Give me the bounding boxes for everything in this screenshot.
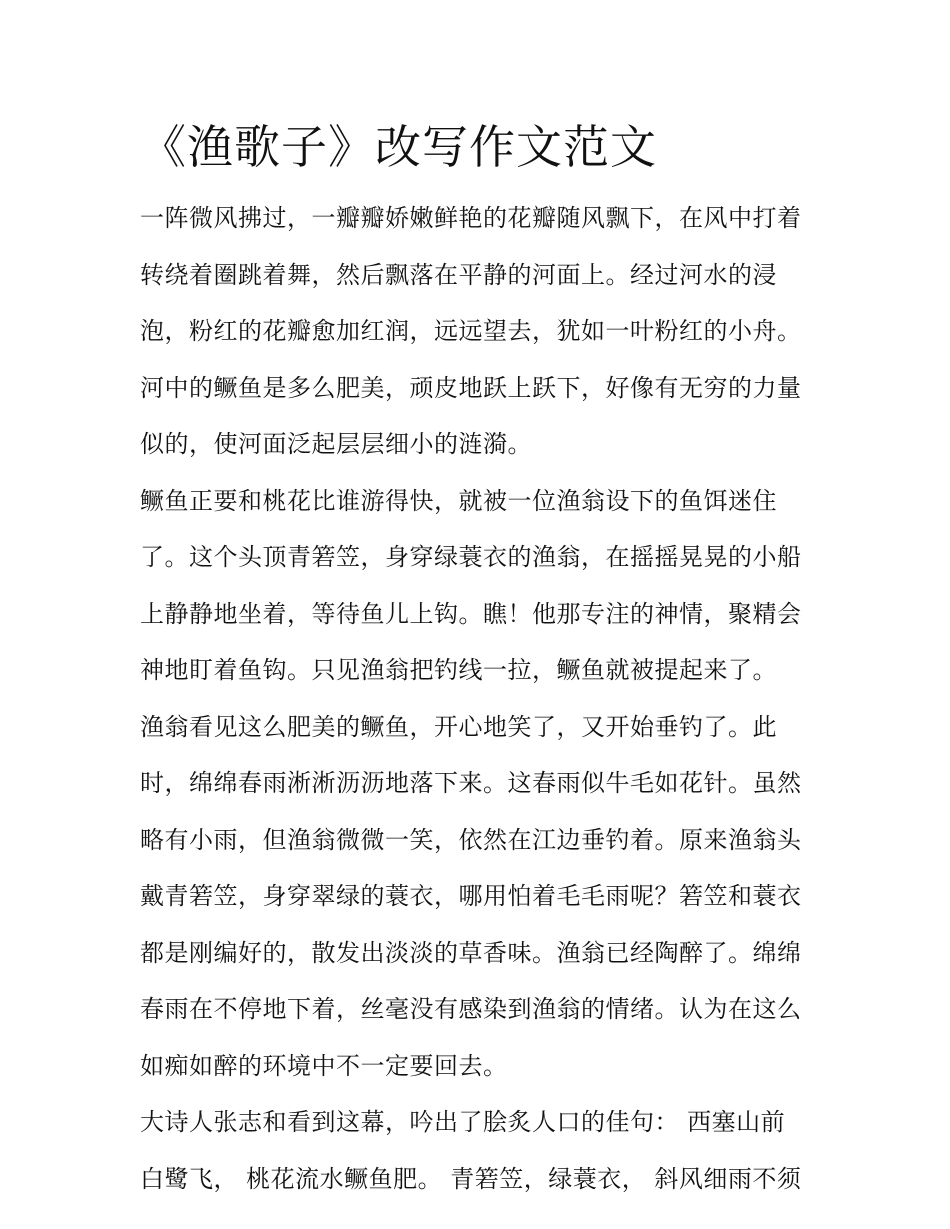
text-line: 似的，使河面泛起层层细小的涟漪。 — [140, 430, 532, 458]
text-line: 戴青箬笠，身穿翠绿的蓑衣，哪用怕着毛毛雨呢？箬笠和蓑衣 — [140, 882, 802, 910]
text-line: 大诗人张志和看到这幕，吟出了脍炙人口的佳句： 西塞山前 — [140, 1108, 786, 1136]
text-line: 都是刚编好的，散发出淡淡的草香味。渔翁已经陶醉了。绵绵 — [140, 938, 802, 967]
text-line: 略有小雨，但渔翁微微一笑，依然在江边垂钓着。原来渔翁头 — [140, 825, 802, 854]
text-line: 上静静地坐着，等待鱼儿上钩。瞧！他那专注的神情，聚精会 — [140, 599, 802, 628]
document-body — [140, 190, 820, 1207]
text-line: 白鹭飞， 桃花流水鳜鱼肥。 青箬笠，绿蓑衣， 斜风细雨不须 — [140, 1164, 802, 1193]
text-line: 鳜鱼正要和桃花比谁游得快，就被一位渔翁设下的鱼饵迷住 — [140, 486, 777, 515]
text-line: 春雨在不停地下着，丝毫没有感染到渔翁的情绪。认为在这么 — [140, 995, 802, 1023]
text-line: 一阵微风拂过，一瓣瓣娇嫩鲜艳的花瓣随风飘下，在风中打着 — [140, 204, 802, 232]
text-line: 如痴如醉的环境中不一定要回去。 — [140, 1051, 508, 1080]
text-line: 神地盯着鱼钩。只见渔翁把钓线一拉，鳜鱼就被提起来了。 — [140, 656, 777, 684]
document-title: 《渔歌子》改写作文范文 — [140, 120, 657, 174]
text-line: 时，绵绵春雨淅淅沥沥地落下来。这春雨似牛毛如花针。虽然 — [140, 769, 802, 797]
text-line: 转绕着圈跳着舞，然后飘落在平静的河面上。经过河水的浸 — [140, 260, 777, 289]
text-line: 泡，粉红的花瓣愈加红润，远远望去，犹如一叶粉红的小舟。 — [140, 317, 802, 345]
text-line: 了。这个头顶青箬笠，身穿绿蓑衣的渔翁，在摇摇晃晃的小船 — [140, 543, 802, 571]
text-line: 渔翁看见这么肥美的鳜鱼，开心地笑了，又开始垂钓了。此 — [140, 712, 777, 741]
text-line: 河中的鳜鱼是多么肥美，顽皮地跃上跃下，好像有无穷的力量 — [140, 373, 802, 402]
